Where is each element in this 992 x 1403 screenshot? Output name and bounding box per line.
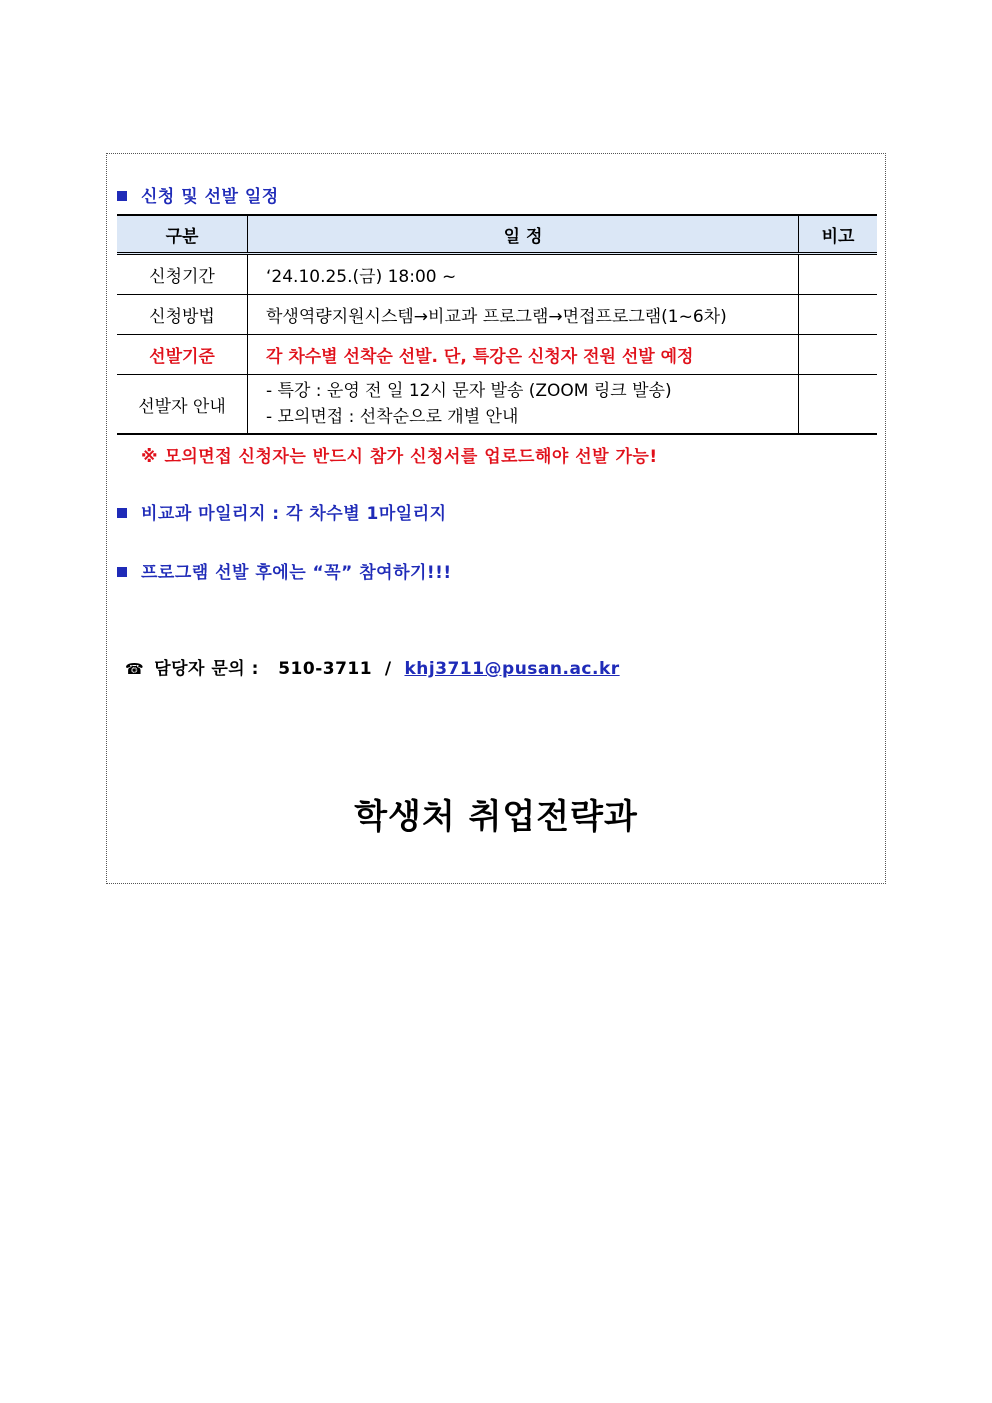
mileage-text: 비교과 마일리지 : 각 차수별 1마일리지 [141, 504, 447, 524]
participation-text: 프로그램 선발 후에는 “꼭” 참여하기!!! [141, 563, 452, 583]
row-schedule: ‘24.10.25.(금) 18:00 ~ [248, 254, 799, 295]
schedule-line: - 모의면접 : 선착순으로 개별 안내 [266, 407, 519, 427]
square-bullet-icon [117, 508, 127, 518]
row-note [799, 375, 878, 435]
organization-name: 학생처 취업전략과 [354, 797, 638, 837]
row-category: 신청방법 [117, 295, 248, 335]
participation-section-heading [117, 558, 452, 583]
row-schedule: 학생역량지원시스템→비교과 프로그램→면접프로그램(1~6차) [248, 295, 799, 335]
square-bullet-icon [117, 567, 127, 577]
notice-frame [106, 153, 886, 884]
mileage-section-heading [117, 499, 447, 524]
schedule-section-heading [117, 182, 279, 207]
schedule-line: - 특강 : 운영 전 일 12시 문자 발송 (ZOOM 링크 발송) [266, 381, 672, 401]
row-note [799, 254, 878, 295]
row-schedule: 각 차수별 선착순 선발. 단, 특강은 신청자 전원 선발 예정 [248, 335, 799, 375]
table-row [117, 335, 877, 375]
contact-email-link[interactable]: khj3711@pusan.ac.kr [404, 659, 620, 679]
table-row [117, 254, 877, 295]
row-note [799, 335, 878, 375]
contact-separator: / [384, 659, 392, 679]
square-bullet-icon [117, 191, 127, 201]
contact-label: 담당자 문의 : [154, 659, 259, 679]
row-note [799, 295, 878, 335]
row-category: 선발자 안내 [117, 375, 248, 435]
header-category: 구분 [117, 215, 248, 254]
schedule-table [117, 214, 877, 435]
warning-notice: ※ 모의면접 신청자는 반드시 참가 신청서를 업로드해야 선발 가능! [141, 447, 658, 467]
row-schedule [248, 375, 799, 435]
schedule-title: 신청 및 선발 일정 [141, 187, 279, 207]
row-category: 신청기간 [117, 254, 248, 295]
table-header-row [117, 215, 877, 254]
header-note: 비고 [799, 215, 878, 254]
table-row [117, 375, 877, 435]
table-row [117, 295, 877, 335]
row-category: 선발기준 [117, 335, 248, 375]
telephone-icon: ☎ [125, 660, 145, 678]
contact-phone: 510-3711 [278, 659, 373, 679]
contact-line [125, 654, 620, 679]
header-schedule: 일 정 [248, 215, 799, 254]
